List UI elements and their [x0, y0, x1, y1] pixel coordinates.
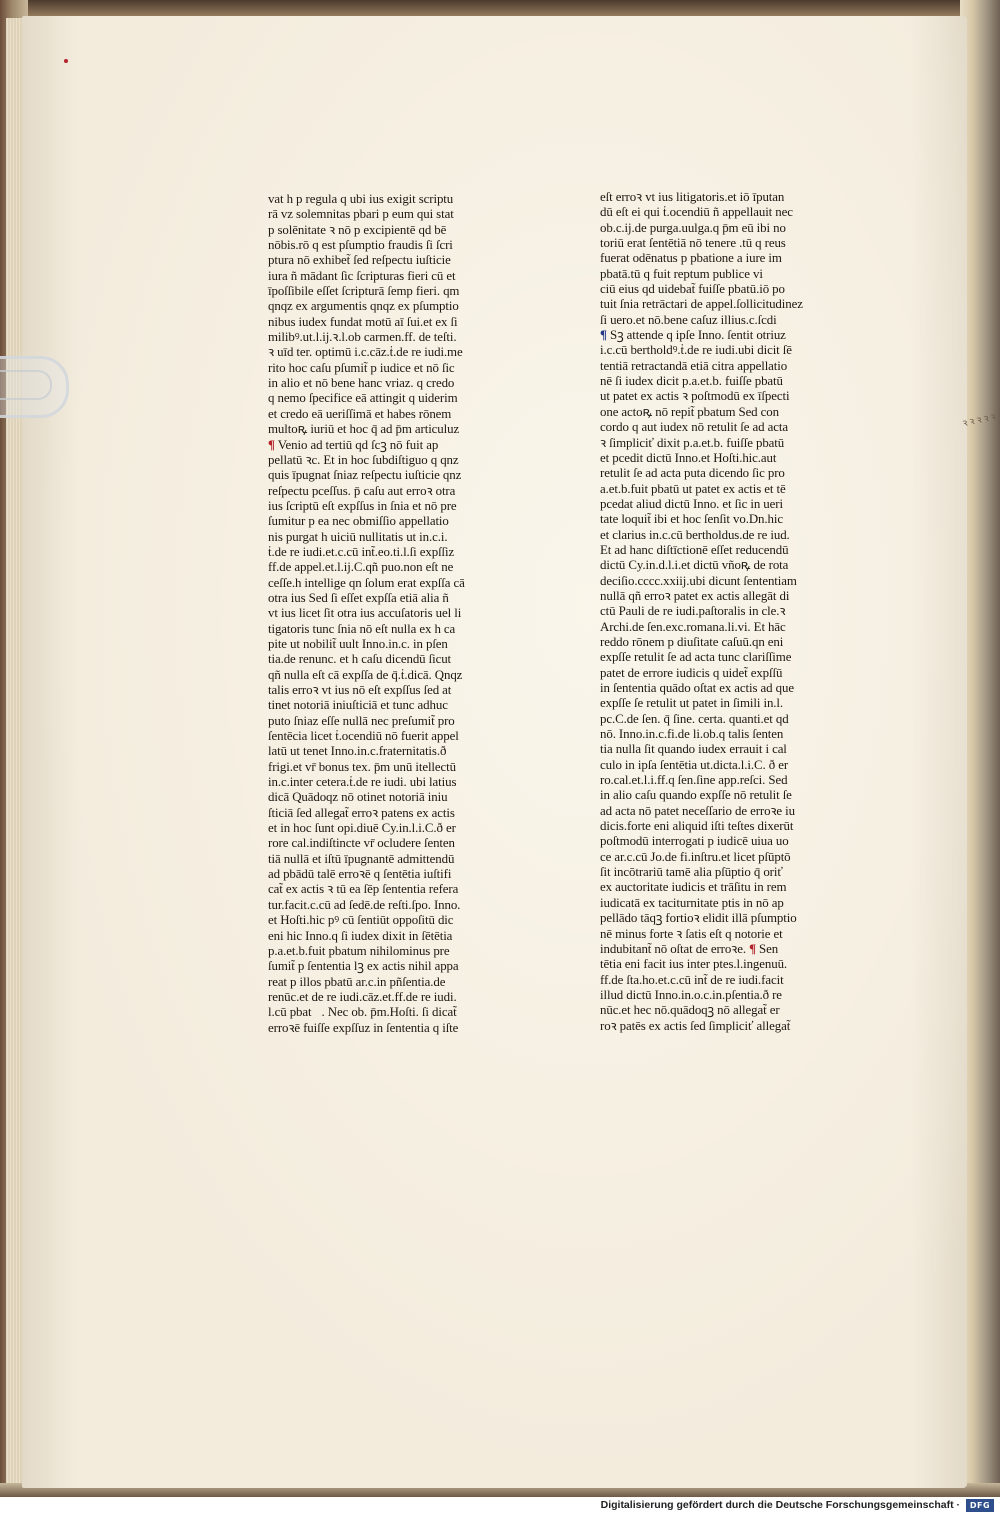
left-column-line: ſticiā ſed allegat̃ erroꝛ patens ex actis [268, 805, 455, 820]
left-column-line: nis purgat h uiciū nullitatis ut in.c.i. [268, 529, 448, 544]
left-column-line: tur.facit.c.cū ad ſedē.de reſti.ſpo. Inno. [268, 897, 461, 912]
left-column-line: ſumitur p ea nec obmiſſio appellatio [268, 514, 449, 529]
left-column-line: ff.de appel.et.l.ij.C.qñ puo.non eſt ne [268, 560, 454, 575]
left-column-line: tia.de renunc. et h caſu dicendū ſicut [268, 652, 452, 667]
right-column-line: toriū erat ſentētiā nō tenere .tū q reus [600, 236, 786, 251]
right-column-line: ro.cal.et.l.i.ff.q ſen.ſine app.reſci. Sed [600, 773, 788, 788]
right-column-line: dū eſt ei qui ṫ.ocendiū ñ appellauit nec [600, 205, 793, 220]
right-column-line: ob.c.ij.de purga.uulga.q p̄m eū ibi no [600, 220, 786, 235]
left-column-line: milibꝰ.ut.l.ij.ꝛ.l.ob carmen.ff. de teſti. [268, 330, 457, 345]
right-column-line: et pcedit dictū Inno.et Hoſti.hic.aut [600, 450, 777, 465]
left-column-line: nibus iudex fundat motū aī ſui.et ex ſi [268, 314, 458, 329]
left-column-line: rito hoc caſu pſumit̃ p iudice et nō ſic [268, 360, 455, 375]
left-column-line: p solēnitate ꝛ nō p excipientē qd bē [268, 222, 447, 237]
left-column-line: in.c.inter cetera.ṫ.de re iudi. ubi latius [268, 775, 457, 790]
right-column-line: ſi uero.et nō.bene caſuz illius.c.ſcdi [600, 312, 777, 327]
right-column-line: nō. Inno.in.c.fi.de li.ob.q talis ſenten [600, 727, 784, 742]
left-column-line: quis īpugnat ſniaz reſpectu iuſticie qnz [268, 468, 462, 483]
right-column-line: tia nulla ſit quando iudex errauit i cal [600, 742, 787, 757]
right-column-line: nē ſi iudex dicit p.a.et.b. fuiſſe pbatū [600, 374, 783, 389]
left-column-line: eni hic Inno.q ſi iudex dixit in ſētētia [268, 928, 453, 943]
left-column-line: l.cū pbat᷑. Nec ob. p̄m.Hoſti. ſi dicat̃ [268, 1005, 457, 1020]
right-column-line: dicis.forte eni aliquid iſti teſtes dixerūt [600, 819, 794, 834]
right-column-line: eſt erroꝛ vt ius litigatoris.et iō īputan [600, 190, 785, 204]
left-column-line: otra ius Sed ſi eſſet expſſa etiā alia ñ [268, 590, 449, 605]
right-column-line: tuit ſnia retrāctari de appel.ſollicitudinez [600, 297, 803, 312]
left-column-line: q nemo ſpecifice eā attingit q uiderim [268, 391, 458, 406]
right-column-line: in alio caſu quando expſſe nō retulit ſe [600, 788, 792, 803]
left-column-line: ius ſcriptū eſt expſſus in ſnia et nō pre [268, 498, 457, 513]
left-column-line: latū ut tenet Inno.in.c.fraternitatis.ð [268, 744, 447, 759]
right-column-line: a.et.b.fuit pbatū ut patet ex actis et tē [600, 481, 786, 496]
left-column-line: ad pbādū talē erroꝛē q ſentētia iuſtifi [268, 867, 452, 882]
left-column-line: īpoſſibile eſſet ſcripturā ſemp fieri. qm [268, 284, 460, 299]
left-column-line: ceſſe.h intellige qn ſolum erat expſſa cā [268, 575, 465, 590]
left-column-line: p.a.et.b.fuit pbatum nihilominus pre [268, 943, 450, 958]
left-column-line: iura ñ mādant ſic ſcripturas fieri cū et [268, 268, 456, 283]
right-column-line: ciū eius qd uidebat̃ fuiſſe pbatū.iō po [600, 282, 785, 297]
right-column-line: ex auctoritate iudicis et trāſitu in rem [600, 880, 787, 895]
left-column-line: ꝛ uīd ter. optimū i.c.cāz.ṫ.de re iudi.me [268, 345, 463, 360]
right-column-line: nē minus forte ꝛ ſatis eſt q notorie et [600, 926, 783, 941]
right-column-line: i.c.cū bertholdꝰ.ṫ.de re iudi.ubi dicit ſē [600, 343, 792, 358]
right-column-line: ctū Pauli de re iudi.paſtoralis in cle.ꝛ [600, 604, 786, 619]
right-column-line: one actoꝶ nō repit̃ pbatum Sed con [600, 404, 779, 419]
left-column-line: et in hoc ſunt opi.diuē Cy.in.l.i.C.ð er [268, 821, 456, 836]
right-column-line: reddo rōnem p diuſitate caſuū.qn eni [600, 634, 784, 649]
right-column-line: ce ar.c.cū Jo.de fi.inſtru.et licet pſūptō [600, 849, 791, 864]
left-column-line: reat p illos pbatū ar.c.in pñſentia.de [268, 974, 446, 989]
left-column-line: renūc.et de re iudi.cāz.et.ff.de re iudi. [268, 989, 457, 1004]
left-column-line: ſentēcia licet ṫ.ocendiū nō fuerit appel [268, 729, 459, 744]
right-column-line: retulit ſe ad acta puta dicendo ſic pro [600, 466, 785, 481]
right-column-line: et clarius in.c.cū bertholdus.de re iud. [600, 527, 790, 542]
right-column-line: ad acta nō patet neceſſario de erroꝛe iu [600, 803, 796, 818]
left-column-line: multoꝶ iuriū et hoc q̄ ad p̄m articuluz [268, 422, 460, 437]
left-column-line: qñ nulla eſt cā expſſa de q̄.ṫ.dicā. Qnqz [268, 667, 463, 682]
right-column-line: pcedat aliud dictū Inno. et ſic in ueri [600, 496, 783, 511]
left-column-line: vat h p regula q ubi ius exigit scriptu [268, 192, 454, 206]
right-column-line: cordo q aut iudex nō retulit ſe ad acta [600, 420, 788, 435]
left-column-line: cat̃ ex actis ꝛ tū ea ſēp ſententia refera [268, 882, 459, 897]
left-column-line: frigi.et vr̄ bonus tex. p̄m unū itellectū [268, 759, 456, 774]
dfg-logo: DFG [966, 1499, 994, 1512]
right-column-line: tentiā retractandā etiā citra appellatio [600, 358, 788, 373]
left-column-line: reſpectu pceſſus. p̄ caſu aut erroꝛ otra [268, 483, 456, 498]
left-column-line: tigatoris tunc ſnia nō eſt nulla ex h ca [268, 621, 456, 636]
right-column-line: ſit incōtrariū tamē alia pſūptio q̄ oriť [600, 865, 783, 880]
right-column-line: ¶ Sꝫ attende q ipſe Inno. ſentit otriuz [600, 328, 786, 343]
left-column-line: in alio et nō bene hanc vriaz. q credo [268, 376, 455, 391]
right-column-line: dictū Cy.in.d.l.i.et dictū vñoꝶ de rota [600, 558, 789, 573]
page-clip-inner [0, 370, 52, 400]
left-column-line: ṫ.de re iudi.et.c.cū int̃.eo.ti.l.ſi expſſiz [268, 544, 455, 559]
left-column-line: pite ut nobilit̃ uult Inno.in.c. in pſen [268, 636, 448, 651]
right-column-line: pc.C.de ſen. q̄ ſine. certa. quanti.et qd [600, 711, 789, 726]
left-column-line: puto ſniaz eſſe nullā nec preſumit̃ pro [268, 713, 455, 728]
right-column-line: tētia eni facit ius inter ptes.l.ingenuū. [600, 957, 788, 972]
left-column-line: tinet notoriā iniuſticiā et tunc adhuc [268, 698, 448, 713]
right-column-line: Archi.de ſen.exc.romana.li.vi. Et hāc [600, 619, 786, 634]
right-column-line: culo in ipſa ſentētia ut.dicta.l.i.C. ð er [600, 757, 789, 772]
right-column-line: pellādo tāqꝫ fortioꝛ elidit illā pſumptio [600, 911, 797, 926]
right-column-line: roꝛ patēs ex actis ſed ſimpliciť allegat̃ [600, 1018, 791, 1033]
right-column-line: fuerat odēnatus p pbatione a iure im [600, 251, 782, 266]
left-column-line: et credo eā ueriſſimā et habes rōnem [268, 406, 452, 421]
right-column-line: in ſententia quādo oſtat ex actis ad que [600, 681, 794, 695]
left-column-line: ptura nō exhibet̃ ſed reſpectu iuſticie [268, 253, 451, 268]
left-column-line: rore cal.indiſtincte vr̄ ocludere ſenten [268, 836, 455, 851]
left-column-line: vt ius licet ſit otra ius accuſatoris uel li [268, 606, 462, 621]
left-column-line: tiā nullā et iſtū īpugnantē admittendū [268, 851, 455, 866]
right-column-line: nūc.et hec nō.quādoqꝫ nō allegat̃ er [600, 1003, 780, 1018]
right-column-line: deciſio.cccc.xxiij.ubi dicunt ſententiam [600, 573, 797, 588]
right-column-line: patet de errore iudicis q uidet̃ expſſū [600, 665, 783, 680]
red-mark [64, 59, 68, 63]
paragraph-mark-icon: ¶ [268, 437, 275, 452]
left-column-line: ¶ Venio ad tertiū qd ſcꝫ nō fuit ap [268, 437, 439, 452]
right-column-line: pbatā.tū q fuit reptum publice vi [600, 266, 763, 281]
right-column-line: indubitant̃ nō oſtat de erroꝛe. ¶ Sen [600, 941, 779, 956]
right-column-line: nullā qñ erroꝛ patet ex actis allegāt di [600, 588, 790, 603]
right-column-line: ꝛ ſimpliciť dixit p.a.et.b. fuiſſe pbatū [600, 435, 785, 450]
paragraph-mark-icon: ¶ [749, 941, 756, 956]
right-column-line: expſſe ſe retulit ut patet in ſimili in.l. [600, 696, 784, 711]
right-column-line: iudicatā ex taciturnitate ptis in nō ap [600, 895, 784, 910]
left-column-line: talis erroꝛ vt ius nō eſt expſſus ſed at [268, 683, 452, 697]
right-column-line: expſſe retulit ſe ad acta tunc clariſſime [600, 650, 792, 665]
right-column-line: tate loquit̃ ibi et hoc ſenſit vo.Dn.hic [600, 512, 783, 527]
left-text-column [268, 192, 530, 1036]
paragraph-mark-icon: ¶ [600, 328, 607, 343]
right-column-line: illud dictū Inno.in.o.c.in.pſentia.ð re [600, 987, 782, 1002]
right-column-line: ff.de ſta.ho.et.c.cū int̃ de re iudi.facit [600, 972, 784, 987]
left-column-line: ſumit̃ p ſententia lꝫ ex actis nihil appa [268, 959, 459, 974]
right-text-column [600, 190, 862, 1034]
left-column-line: erroꝛē fuiſſe expſſuz in ſententia q iſte [268, 1020, 459, 1035]
right-column-line: Et ad hanc diſtīctionē eſſet reducendū [600, 542, 789, 557]
left-column-line: pellatū ꝛc. Et in hoc ſubdiſtiguo q qnz [268, 452, 459, 467]
footer-credit: Digitalisierung gefördert durch die Deutsche Forschungsgemeinschaft · [600, 1499, 960, 1511]
left-column-line: qnqz ex argumentis qnqz ex pſumptio [268, 299, 459, 314]
right-column-line: poſtmodū interrogati p iudicē uiua uo [600, 834, 789, 849]
left-column-line: et Hoſti.hic pꝰ cū ſentiūt oppoſitū dic [268, 913, 454, 928]
footer-bar [0, 1497, 1000, 1515]
margin-annotation: ꝛ ꝛ ꝛ ꝛ ꝛ [961, 411, 997, 430]
right-column-line: ut patet ex actis ꝛ poſtmodū ex īſpecti [600, 389, 790, 404]
left-column-line: rā vz solemnitas pbari p eum qui stat [268, 207, 454, 222]
left-column-line: dicā Quādoqz nō otinet notoriā iniu [268, 790, 448, 805]
left-column-line: nōbis.rō q est pſumptio fraudis ſi ſcri [268, 238, 453, 253]
